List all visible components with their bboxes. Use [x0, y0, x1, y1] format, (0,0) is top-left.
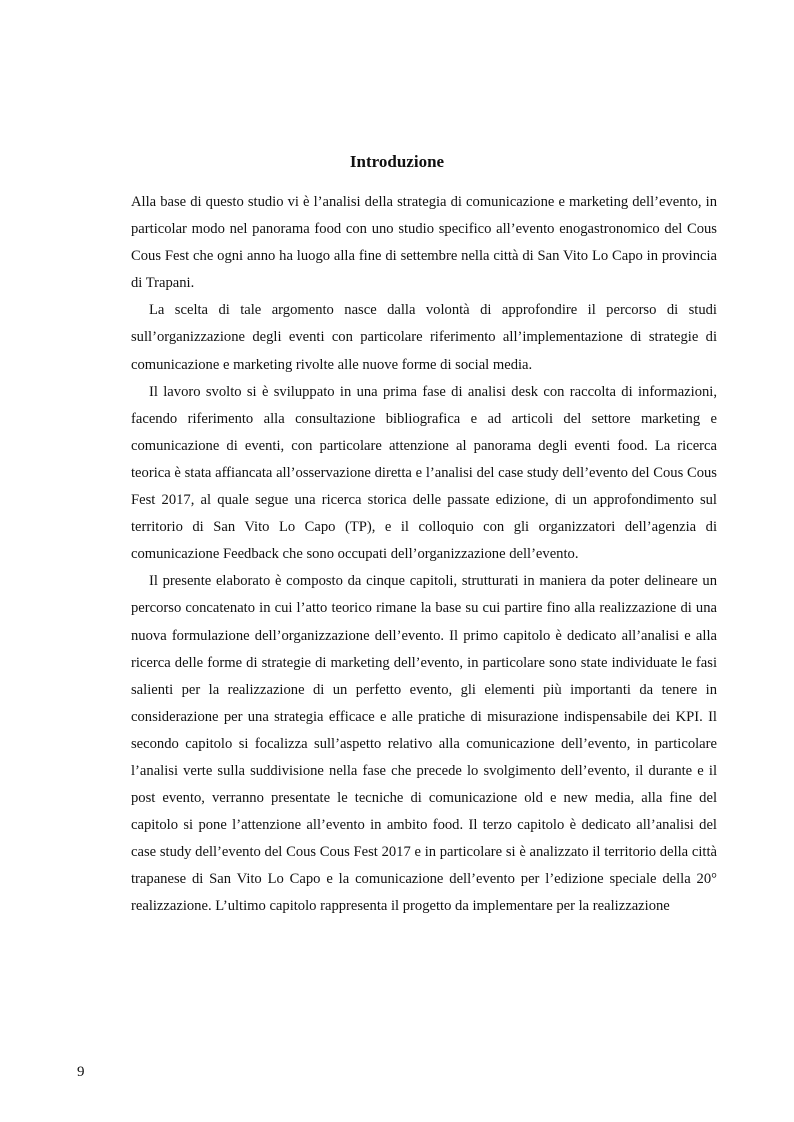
paragraph: La scelta di tale argomento nasce dalla volontà di approfondire il percorso di studi sull’organizzazione degli eventi con particolare riferimento all’implementazione di strategie di comunicazione e marketing rivolte alle nuove forme di social media. — [131, 302, 717, 373]
paragraph: Il presente elaborato è composto da cinque capitoli, strutturati in maniera da poter delineare un percorso concatenato in cui l’atto teorico rimane la base su cui partire fino alla realizzazione di una nuova formulazione dell’organizzazione dell’evento. Il primo capitolo è dedicato all’analisi e alla ricerca delle forme di strategie di marketing dell’evento, in particolare sono state individuate le fasi salienti per la realizzazione di un perfetto evento, gli elementi più importanti da tenere in considerazione per una strategia efficace e alle pratiche di misurazione indispensabile dei KPI. Il secondo capitolo si focalizza sull’aspetto relativo alla comunicazione dell’evento, in particolare l’analisi verte sulla suddivisione nella fase che precede lo svolgimento dell’evento, il durante e il post evento, verranno presentate le tecniche di comunicazione old e new media, alla fine del capitolo si pone l’attenzione all’evento in ambito food. Il terzo capitolo è dedicato all’analisi del case study dell’evento del Cous Cous Fest 2017 e in particolare si è analizzato il territorio della città trapanese di San Vito Lo Capo e la comunicazione dell’evento per l’edizione speciale della 20° realizzazione. L’ultimo capitolo rappresenta il progetto da implementare per la realizzazione — [131, 573, 717, 915]
body-text — [131, 189, 717, 921]
page-title: Introduzione — [349, 152, 445, 171]
page-number: 9 — [77, 1064, 85, 1080]
paragraph: Alla base di questo studio vi è l’analisi della strategia di comunicazione e marketing dell’evento, in particolar modo nel panorama food con uno studio specifico all’evento enogastronomico del Cous Cous Fest che ogni anno ha luogo alla fine di settembre nella città di San Vito Lo Capo in provincia di Trapani. — [131, 194, 717, 292]
paragraph: Il lavoro svolto si è sviluppato in una prima fase di analisi desk con raccolta di informazioni, facendo riferimento alla consultazione bibliografica e ad articoli del settore marketing e comunicazione di eventi, con particolare attenzione al panorama degli eventi food. La ricerca teorica è stata affiancata all’osservazione diretta e l’analisi del case study dell’evento del Cous Cous Fest 2017, al quale segue una ricerca storica delle passate edizione, di un approfondimento sul territorio di San Vito Lo Capo (TP), e il colloquio con gli organizzatori dell’agenzia di comunicazione Feedback che sono occupati dell’organizzazione dell’evento. — [131, 383, 717, 563]
